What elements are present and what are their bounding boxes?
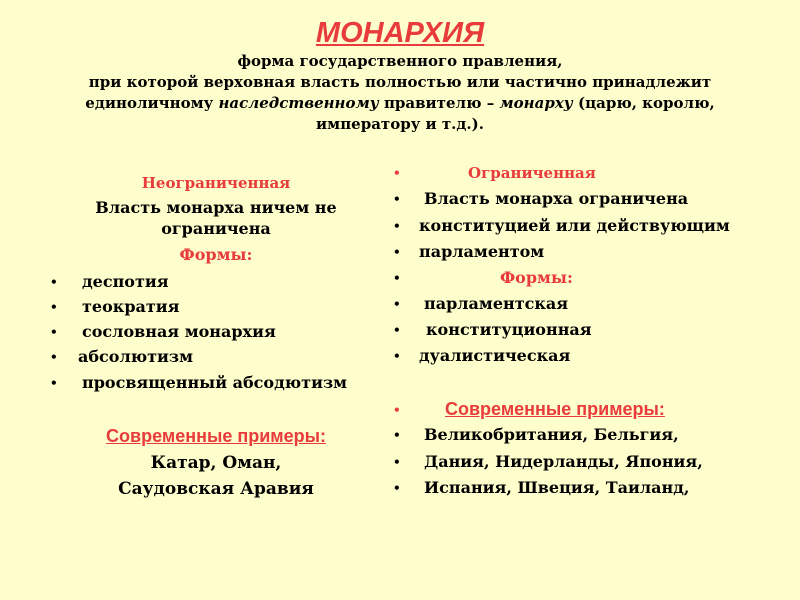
right-form-item: парламентская bbox=[424, 294, 569, 313]
definition-text: правителю – bbox=[378, 94, 500, 112]
definition-line-3 bbox=[40, 93, 760, 114]
left-forms-label: Формы: bbox=[179, 245, 253, 264]
bullet-icon: • bbox=[393, 323, 401, 337]
left-form-item: теократия bbox=[82, 297, 180, 316]
left-form-item: абсолютизм bbox=[78, 347, 194, 366]
right-forms-label: Формы: bbox=[500, 268, 573, 287]
left-heading: Неограниченная bbox=[141, 174, 291, 192]
bullet-icon: • bbox=[393, 271, 401, 285]
right-examples-item: Испания, Швеция, Таиланд, bbox=[424, 478, 690, 497]
definition bbox=[40, 51, 760, 135]
definition-emphasis-monarch: монарху bbox=[499, 94, 573, 112]
bullet-icon: • bbox=[50, 325, 58, 339]
bullet-icon: • bbox=[50, 376, 58, 390]
right-description-line-3: парламентом bbox=[419, 242, 545, 261]
definition-line-4: императору и т.д.). bbox=[316, 115, 484, 133]
right-examples-item: Дания, Нидерланды, Япония, bbox=[424, 452, 703, 471]
bullet-icon: • bbox=[393, 219, 401, 233]
left-form-item: просвященный абсодютизм bbox=[82, 373, 348, 392]
bullet-icon: • bbox=[393, 455, 401, 469]
right-examples-label: Современные примеры: bbox=[445, 399, 665, 419]
left-examples-line-1: Катар, Оман, bbox=[150, 453, 282, 473]
left-description-line-1: Власть монарха ничем не bbox=[95, 198, 337, 217]
bullet-icon: • bbox=[393, 481, 401, 495]
definition-emphasis-hereditary: наследственному bbox=[218, 94, 379, 112]
left-examples-label: Современные примеры: bbox=[106, 426, 326, 446]
bullet-icon: • bbox=[50, 300, 58, 314]
bullet-icon: • bbox=[393, 403, 401, 417]
definition-text: единоличному bbox=[85, 94, 219, 112]
right-examples-item: Великобритания, Бельгия, bbox=[424, 425, 679, 444]
bullet-icon: • bbox=[393, 245, 401, 259]
slide-title: МОНАРХИЯ bbox=[315, 17, 485, 49]
bullet-icon: • bbox=[50, 275, 58, 289]
left-examples-line-2: Саудовская Аравия bbox=[118, 479, 314, 499]
right-form-item: дуалистическая bbox=[419, 346, 571, 365]
definition-line-1: форма государственного правления, bbox=[237, 52, 563, 70]
right-description-line-1: Власть монарха ограничена bbox=[424, 189, 689, 208]
left-description-line-2: ограничена bbox=[161, 219, 271, 238]
bullet-icon: • bbox=[50, 350, 58, 364]
left-form-item: сословная монархия bbox=[82, 322, 276, 341]
right-form-item: конституционная bbox=[426, 320, 592, 339]
bullet-icon: • bbox=[393, 428, 401, 442]
bullet-icon: • bbox=[393, 192, 401, 206]
bullet-icon: • bbox=[393, 297, 401, 311]
bullet-icon: • bbox=[393, 349, 401, 363]
left-form-item: деспотия bbox=[82, 272, 169, 291]
definition-line-2: при которой верховная власть полностью или частично принадлежит bbox=[88, 73, 712, 91]
bullet-icon: • bbox=[393, 166, 401, 180]
right-description-line-2: конституцией или действующим bbox=[419, 216, 730, 235]
right-heading: Ограниченная bbox=[468, 164, 596, 182]
definition-text: (царю, королю, bbox=[572, 94, 715, 112]
